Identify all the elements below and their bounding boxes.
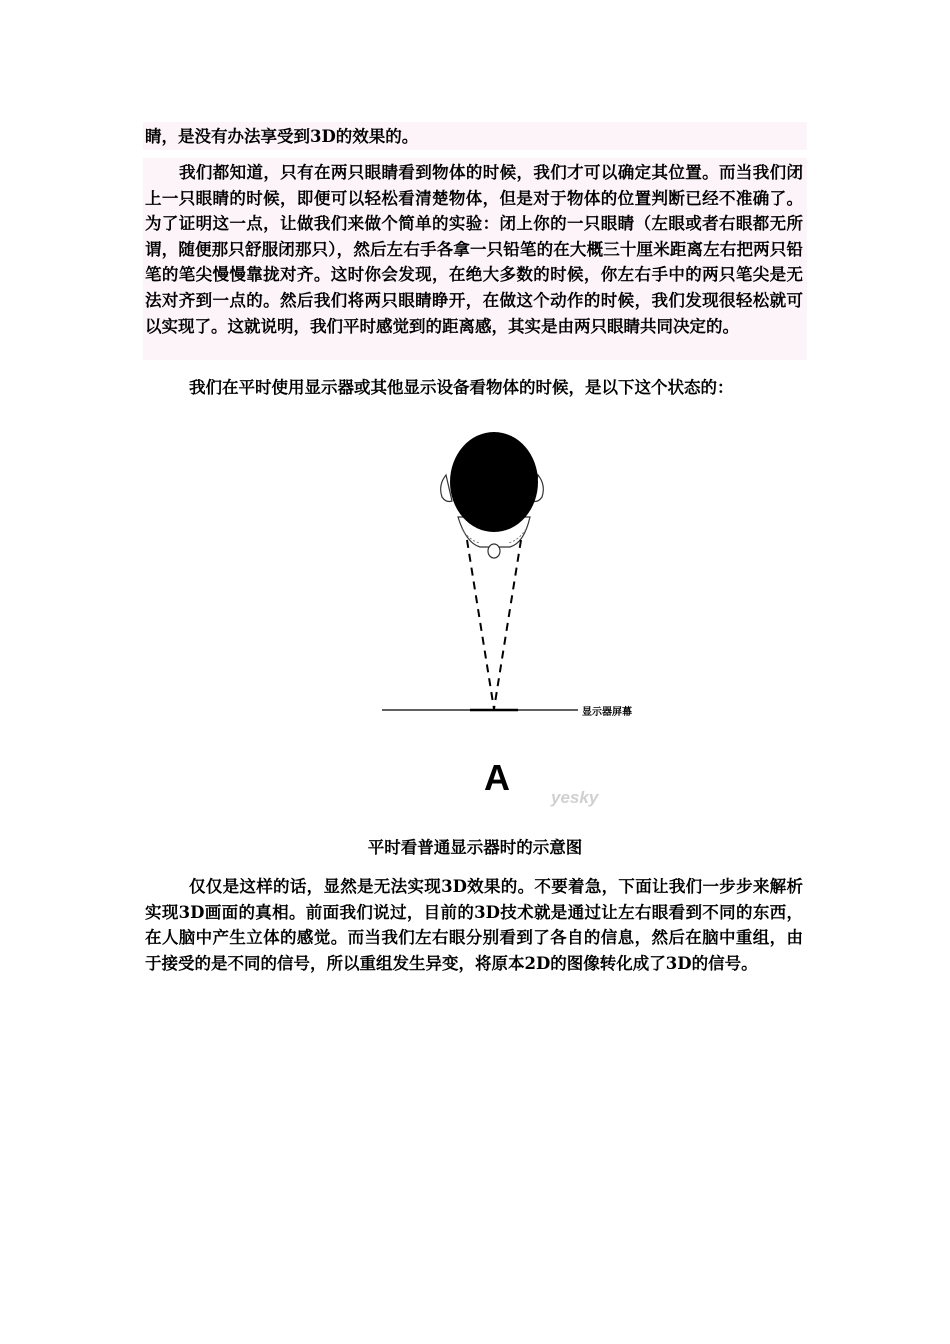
head-top-view-icon <box>441 432 544 558</box>
paragraph-3: 我们在平时使用显示器或其他显示设备看物体的时候，是以下这个状态的： <box>189 378 734 397</box>
right-eye-sightline <box>494 540 521 709</box>
left-eye-sightline <box>467 540 494 709</box>
screen-label: 显示器屏幕 <box>582 707 632 718</box>
figure-caption: 平时看普通显示器时的示意图 <box>367 838 583 857</box>
watermark-logo: yesky <box>551 788 599 807</box>
viewing-diagram <box>370 425 660 825</box>
figure-letter: A <box>484 757 510 798</box>
paragraph-1: 睛，是没有办法享受到3D的效果的。 <box>145 127 419 146</box>
paragraph-4: 仅仅是这样的话，显然是无法实现3D效果的。不要着急，下面让我们一步步来解析实现3D画面的真相。前面我们说过，目前的3D技术就是通过让左右眼看到不同的东西，在人脑中产生立体的感觉。而当我们左右眼分别看到了各自的信息，然后在脑中重组，由于接受的是不同的信号，所以重组发生异变，将原本2D的图像转化成了3D的信号。 <box>145 877 803 973</box>
paragraph-2: 我们都知道，只有在两只眼睛看到物体的时候，我们才可以确定其位置。而当我们闭上一只眼睛的时候，即便可以轻松看清楚物体，但是对于物体的位置判断已经不准确了。为了证明这一点，让做我们来做个简单的实验：闭上你的一只眼睛（左眼或者右眼都无所谓，随便那只舒服闭那只），然后左右手各拿一只铅笔的在大概三十厘米距离左右把两只铅笔的笔尖慢慢靠拢对齐。这时你会发现，在绝大多数的时候，你左右手中的两只笔尖是无法对齐到一点的。然后我们将两只眼睛睁开，在做这个动作的时候，我们发现很轻松就可以实现了。这就说明，我们平时感觉到的距离感，其实是由两只眼睛共同决定的。 <box>145 163 803 336</box>
